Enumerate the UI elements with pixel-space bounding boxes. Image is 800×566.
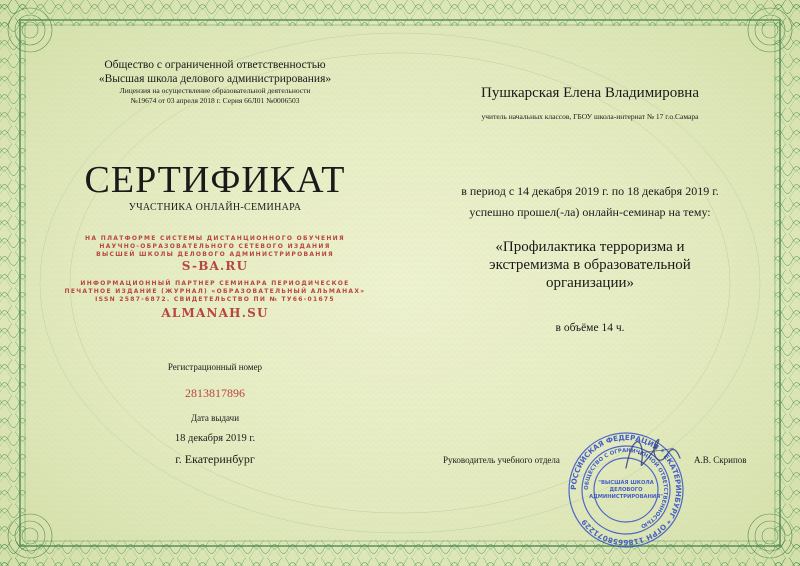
recipient-position: учитель начальных классов, ГБОУ школа-интернат № 17 г.о.Самара [481, 112, 699, 121]
topic-line: организации» [545, 275, 635, 291]
platform-line: НАУЧНО-ОБРАЗОВАТЕЛЬНОГО СЕТЕВОГО ИЗДАНИЯ [99, 243, 331, 250]
recipient-block [430, 85, 750, 121]
seminar-volume: в объёме 14 ч. [555, 322, 625, 334]
registration-number: 2813817896 [185, 386, 245, 400]
platform-site: S-BA.RU [181, 259, 249, 273]
svg-text:РОССИЙСКАЯ ФЕДЕРАЦИЯ * ЕКАТЕРИ: РОССИЙСКАЯ ФЕДЕРАЦИЯ * ЕКАТЕРИНБУРГ * ОГРН 1186658071229 [568, 432, 684, 548]
title-block [40, 158, 390, 213]
platform-block [55, 235, 375, 273]
partner-block [55, 280, 375, 320]
platform-line: ВЫСШЕЙ ШКОЛЫ ДЕЛОВОГО АДМИНИСТРИРОВАНИЯ [96, 251, 334, 258]
svg-text:ДЕЛОВОГО: ДЕЛОВОГО [609, 487, 643, 493]
partner-line: ISSN 2587-6872. СВИДЕТЕЛЬСТВО ПИ № ТУ66-01675 [95, 296, 335, 303]
certificate-subtitle: УЧАСТНИКА ОНЛАЙН-СЕМИНАРА [128, 202, 302, 213]
license-number: №19674 от 03 апреля 2018 г. Серия 66Л01 №0006503 [130, 96, 300, 105]
topic-line: экстремизма в образовательной [489, 257, 691, 273]
svg-text:АДМИНИСТРИРОВАНИЯ": АДМИНИСТРИРОВАНИЯ" [589, 494, 663, 500]
signature-scribble [618, 428, 688, 480]
seminar-period: в период с 14 декабря 2019 г. по 18 декабря 2019 г. [461, 184, 719, 198]
issue-date-label: Дата выдачи [190, 413, 240, 423]
issue-date: 18 декабря 2019 г. [174, 433, 256, 444]
seminar-topic [430, 238, 750, 292]
svg-text:"ВЫСШАЯ ШКОЛА: "ВЫСШАЯ ШКОЛА [598, 480, 654, 486]
topic-line: «Профилактика терроризма и [495, 239, 685, 255]
partner-site: ALMANAH.SU [161, 306, 269, 320]
seminar-completed-text: успешно прошел(-ла) онлайн-семинар на тему: [469, 205, 711, 219]
recipient-name: Пушкарская Елена Владимировна [481, 85, 699, 101]
organization-block [60, 58, 370, 106]
partner-line: ИНФОРМАЦИОННЫЙ ПАРТНЕР СЕМИНАРА ПЕРИОДИЧЕСКОЕ [80, 280, 350, 287]
license-text: Лицензия на осуществление образовательной деятельности [119, 86, 311, 95]
registration-label: Регистрационный номер [167, 362, 263, 372]
signer-name: А.В. Скрипов [694, 455, 747, 465]
platform-line: НА ПЛАТФОРМЕ СИСТЕМЫ ДИСТАНЦИОННОГО ОБУЧЕНИЯ [85, 235, 345, 242]
organization-name: «Высшая школа делового администрирования» [98, 73, 332, 85]
partner-line: ПЕЧАТНОЕ ИЗДАНИЕ (ЖУРНАЛ) «ОБРАЗОВАТЕЛЬНЫЙ АЛЬМАНАХ» [64, 288, 366, 295]
issue-city: г. Екатеринбург [175, 452, 255, 466]
certificate-title: СЕРТИФИКАТ [84, 159, 346, 201]
organization-type: Общество с ограниченной ответственностью [104, 59, 326, 71]
topic-block [430, 238, 750, 292]
svg-text:ОБЩЕСТВО С ОГРАНИЧЕННОЙ ОТВЕТС: ОБЩЕСТВО С ОГРАНИЧЕННОЙ ОТВЕТСТВЕННОСТЬЮ [583, 447, 669, 529]
registration-block [110, 362, 320, 467]
signer-role: Руководитель учебного отдела [443, 455, 560, 465]
seminar-block [420, 184, 760, 220]
